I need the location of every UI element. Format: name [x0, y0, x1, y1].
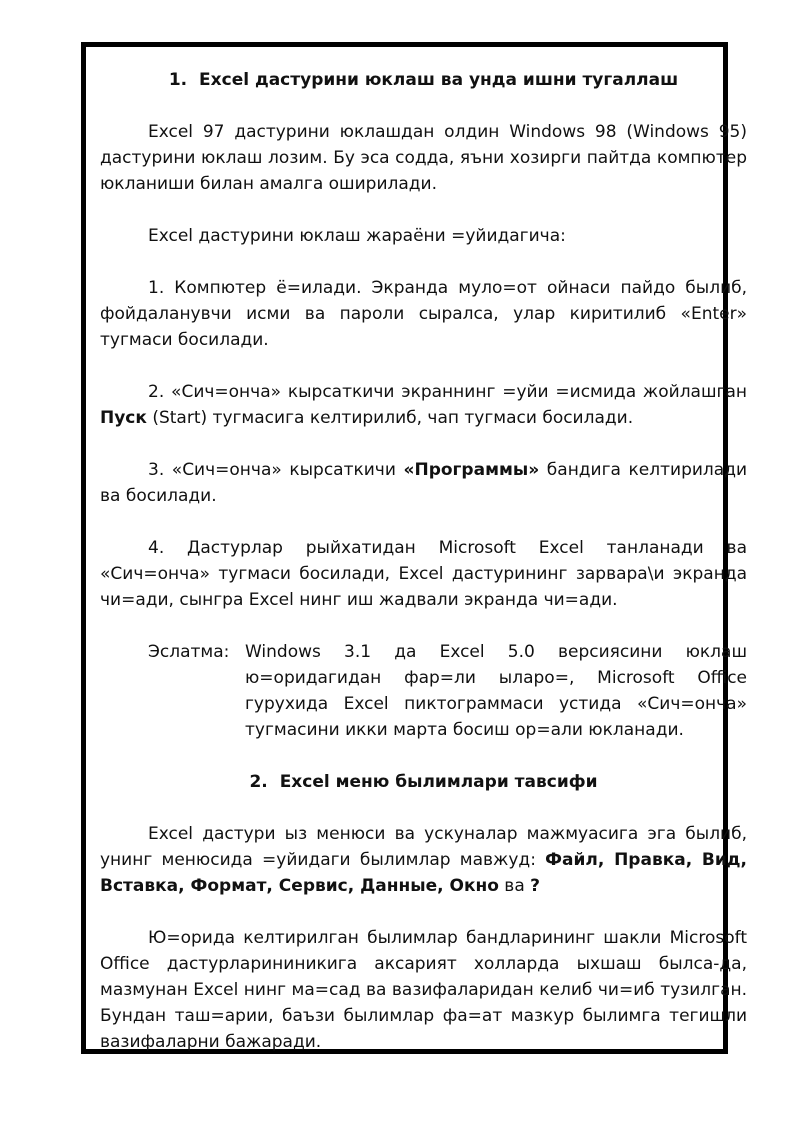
- step-3-bold: «Программы»: [403, 460, 540, 480]
- section2-number: 2.: [249, 772, 268, 792]
- section1-title: Excel дастурини юклаш ва унда ишни тугаллаш: [199, 70, 679, 90]
- step-2: [100, 379, 747, 431]
- menu-and: ва: [498, 876, 531, 896]
- section2-heading: [100, 769, 747, 795]
- menu-paragraph: [100, 821, 747, 899]
- step-2-text-a: 2. «Сич=онча» кырсаткичи экраннинг =уйи =исмида жойлашган: [148, 382, 747, 402]
- section1-number: 1.: [168, 70, 188, 90]
- step-1: 1. Компютер ё=илади. Экранда муло=от ойнаси пайдо былиб, фойдаланувчи исми ва пароли сыралса, улар киритилиб «Enter» тугмаси босилади.: [100, 278, 747, 350]
- step-2-bold: Пуск: [100, 408, 147, 428]
- process-intro: Excel дастурини юклаш жараёни =уйидагича:: [148, 226, 566, 246]
- menu-items: Файл, Правка, Вид, Вставка, Формат, Сервис, Данные, Окно: [100, 850, 747, 896]
- step-3-text-b: бандига келтирилади ва босилади.: [100, 460, 747, 506]
- page-frame: [81, 42, 747, 1054]
- menu-question: ?: [530, 876, 541, 896]
- note-label: Эслатма:: [148, 642, 230, 662]
- section1-heading: [100, 67, 747, 93]
- note-text: Windows 3.1 да Excel 5.0 версиясини юклаш ю=оридагидан фар=ли ыларо=, Microsoft Office гурухида Excel пиктограммаси устида «Сич=онча» тугмасини икки марта босиш ор=али юкланади.: [245, 642, 747, 740]
- step-2-text-b: (Start) тугмасига келтирилиб, чап тугмаси босилади.: [146, 408, 634, 428]
- intro-paragraph: Excel 97 дастурини юклашдан олдин Windows 98 (Windows 95) дастурини юклаш лозим. Бу эса содда, яъни хозирги пайтда компютер юкланиши билан амалга оширилади.: [100, 122, 747, 194]
- step-3-text-a: 3. «Сич=онча» кырсаткичи: [148, 460, 404, 480]
- note-block: [100, 639, 747, 743]
- step-4: 4. Дастурлар рыйхатидан Microsoft Excel танланади ва «Сич=онча» тугмаси босилади, Excel дастурининг зарвара\и экранда чи=ади, сынгра Excel нинг иш жадвали экранда чи=ади.: [100, 538, 747, 610]
- step-3: [100, 457, 747, 509]
- closing-paragraph: Ю=орида келтирилган былимлар бандларининг шакли Microsoft Office дастурларининикига аксарият холларда ыхшаш былса-да, мазмунан Excel нинг ма=сад ва вазифаларидан келиб чи=иб тузилган. Бундан таш=арии, баъзи былимлар фа=ат мазкур былимга тегишли вазифаларни бажаради.: [100, 928, 747, 1052]
- section2-title: Excel меню былимлари тавсифи: [279, 772, 598, 792]
- menu-text: Excel дастури ыз менюси ва ускуналар мажмуасига эга былиб, унинг менюсида =уйидаги былимлар мавжуд:: [100, 824, 747, 870]
- document-content: [100, 57, 747, 1055]
